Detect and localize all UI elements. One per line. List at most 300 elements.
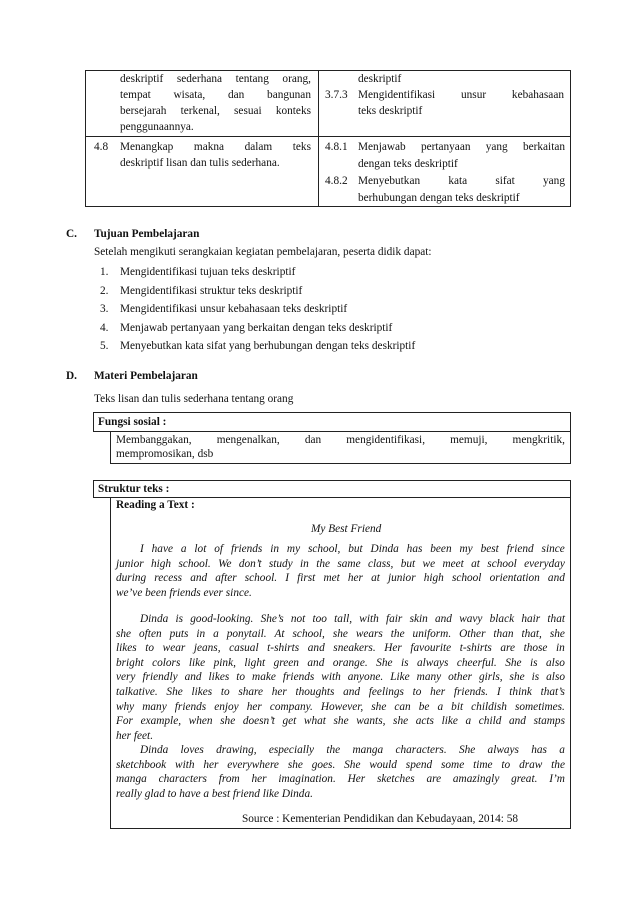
word: she <box>549 627 565 640</box>
word: the <box>390 627 405 640</box>
word: thoughts <box>295 686 335 698</box>
word: would <box>369 758 397 771</box>
word: with <box>175 758 195 771</box>
word: I <box>496 686 501 698</box>
section-d-letter: D. <box>66 370 77 382</box>
word: ponytail. <box>226 627 267 640</box>
word: Her <box>347 773 366 786</box>
word: to <box>145 642 155 655</box>
word: too <box>312 613 327 625</box>
fungsi-sosial-label: Fungsi sosial : <box>98 416 167 428</box>
word: and <box>307 656 325 669</box>
word: we’ve been friends ever since. <box>116 586 252 599</box>
word: terkenal, <box>180 105 220 117</box>
story-line <box>140 541 565 557</box>
word: many <box>416 671 442 684</box>
word: skin <box>409 613 428 625</box>
word: deskriptif <box>120 73 164 85</box>
reading-label: Reading a Text : <box>116 499 195 511</box>
word: those <box>523 642 548 655</box>
word: likes <box>208 671 230 684</box>
word: t-shirts <box>267 642 300 655</box>
word: are <box>500 642 515 655</box>
word: bright <box>116 656 144 669</box>
word: childish <box>471 700 507 713</box>
word: always <box>417 656 449 669</box>
word: meet <box>442 557 464 570</box>
word: especially <box>268 744 315 756</box>
word: that, <box>521 627 542 640</box>
word: amazingly <box>452 773 500 786</box>
word: and <box>509 715 526 728</box>
word: in <box>270 543 280 555</box>
word: sketchbook <box>116 758 167 771</box>
word: friends <box>230 543 263 555</box>
word: friend <box>506 543 534 555</box>
indicator-number: 3.7.3 <box>325 89 348 101</box>
word: like <box>441 715 458 728</box>
word: high <box>150 557 172 570</box>
kd-number: 4.8 <box>94 141 109 153</box>
word: has <box>406 543 423 555</box>
story-line <box>116 669 565 685</box>
word: and <box>547 572 565 585</box>
word: cheerful. <box>456 656 497 669</box>
word: her <box>347 572 363 585</box>
word: often <box>139 627 162 640</box>
word: always <box>487 744 519 756</box>
word: very <box>116 671 136 684</box>
word: Menangkap <box>120 141 174 153</box>
word: make <box>252 671 276 684</box>
word: she <box>371 700 387 713</box>
word: but <box>400 557 416 570</box>
word: than <box>493 627 514 640</box>
word: not <box>290 613 306 625</box>
word: She <box>458 744 476 756</box>
word: has <box>531 744 547 756</box>
word: that <box>547 613 565 625</box>
word: is <box>175 613 184 625</box>
source-citation: Source : Kementerian Pendidikan dan Kebudayaan, 2014: 58 <box>242 813 519 825</box>
word: same <box>337 557 361 570</box>
objective-item: Mengidentifikasi tujuan teks deskriptif <box>120 266 296 278</box>
word: draw <box>519 758 543 771</box>
word: kebahasaan <box>511 89 564 101</box>
word: goes. <box>311 758 336 771</box>
word: mengkritik, <box>512 434 565 446</box>
objective-number: 1. <box>100 266 109 278</box>
objective-item: Menjawab pertanyaan yang berkaitan dengan teks deskriptif <box>120 321 393 334</box>
word: a <box>437 700 444 713</box>
word: with <box>321 671 341 684</box>
word: tall, <box>334 613 353 625</box>
word: her <box>271 686 287 698</box>
word: school, <box>292 627 325 640</box>
indicator-number: 4.8.1 <box>325 141 348 153</box>
indicator-line <box>358 156 565 172</box>
word: and <box>184 671 202 684</box>
word: makna <box>193 141 225 153</box>
word: wisata, <box>173 89 206 101</box>
word: tempat <box>120 89 151 101</box>
objective-number: 3. <box>100 303 109 315</box>
word: share <box>238 686 264 698</box>
word: also <box>546 671 565 684</box>
word: school <box>487 557 517 570</box>
word: everyday <box>524 557 565 570</box>
word: She <box>505 656 522 669</box>
story-line <box>116 556 565 572</box>
kd-row2-left-line <box>120 155 311 171</box>
kd-row1-left-line <box>120 119 311 135</box>
word: t-shirts <box>459 642 492 655</box>
word: at <box>371 572 380 585</box>
word: wear <box>162 642 186 655</box>
word: Her <box>384 642 402 655</box>
word: good-looking. <box>190 613 254 625</box>
word: like <box>188 656 206 669</box>
kd-row2-left-line <box>120 139 311 155</box>
word: met <box>323 572 340 585</box>
word: after <box>215 572 237 585</box>
word: favourite <box>410 642 452 655</box>
word: been <box>430 543 452 555</box>
word: stamps <box>533 715 565 728</box>
story-line <box>116 699 565 715</box>
word: great. <box>511 773 538 786</box>
word: sifat <box>495 175 515 187</box>
objective-item: Mengidentifikasi struktur teks deskriptif <box>120 284 303 297</box>
word: best <box>480 543 499 555</box>
word: I <box>140 543 144 555</box>
story-line <box>140 611 565 627</box>
word: time <box>473 758 493 771</box>
word: Dinda <box>370 543 399 555</box>
word: since <box>541 543 565 555</box>
word: and <box>343 686 361 698</box>
word: uniform. <box>412 627 452 640</box>
word: bersejarah <box>120 105 167 117</box>
story-line <box>116 684 565 700</box>
story-line <box>140 742 565 758</box>
word: can <box>394 700 411 713</box>
word: sesuai <box>234 105 262 117</box>
word: junior <box>116 557 144 570</box>
word: is <box>400 656 409 669</box>
word: Other <box>459 627 486 640</box>
word: during <box>116 572 147 585</box>
word: dengan teks deskriptif <box>358 158 458 170</box>
word: enjoy <box>214 700 239 713</box>
word: colors <box>152 656 181 669</box>
indicator-line <box>358 139 565 155</box>
story-line <box>116 626 565 642</box>
word: berkaitan <box>522 141 565 153</box>
word: However, <box>320 700 364 713</box>
word: example, <box>140 715 182 728</box>
word: black <box>489 613 515 625</box>
word: school. <box>244 572 278 585</box>
word: wears <box>355 627 383 640</box>
word: sederhana <box>176 73 223 85</box>
word: are <box>426 773 442 786</box>
word: she <box>509 671 525 684</box>
word: in <box>556 642 565 655</box>
word: my <box>459 543 473 555</box>
word: school <box>451 572 482 585</box>
indicator-line <box>358 190 565 206</box>
word: Membanggakan, <box>116 434 192 446</box>
word: we <box>422 557 436 570</box>
kd-row1-right-continued: deskriptif <box>358 73 402 85</box>
word: characters <box>158 773 207 786</box>
word: puts <box>169 627 189 640</box>
section-c-intro: Setelah mengikuti serangkaian kegiatan pembelajaran, peserta didik dapat: <box>94 246 432 258</box>
word: the <box>551 758 565 771</box>
word: a <box>559 744 565 756</box>
word: some <box>441 758 465 771</box>
word: dan <box>304 434 322 446</box>
word: girls, <box>479 671 503 684</box>
word: tentang <box>235 73 269 85</box>
word: manga <box>116 773 147 786</box>
story-line <box>116 640 565 656</box>
word: orang, <box>282 73 311 85</box>
word: her <box>203 758 219 771</box>
word: bangunan <box>267 89 311 101</box>
objective-item: Menyebutkan kata sifat yang berhubungan dengan teks deskriptif <box>120 340 416 352</box>
word: Mengidentifikasi <box>358 89 436 101</box>
word: friends. <box>453 686 489 698</box>
word: hair <box>521 613 541 625</box>
word: is <box>530 656 538 669</box>
word: berhubungan dengan teks deskriptif <box>358 192 520 204</box>
word: teks deskriptif <box>358 105 423 117</box>
section-d-intro: Teks lisan dan tulis sederhana tentang orang <box>94 393 294 405</box>
indicator-number: 4.8.2 <box>325 175 348 187</box>
word: She <box>344 758 361 771</box>
word: sketches <box>376 773 415 786</box>
word: to <box>412 686 422 698</box>
word: junior <box>387 572 416 585</box>
word: class, <box>367 557 394 570</box>
story-line <box>116 757 565 773</box>
word: acts <box>415 715 434 728</box>
word: light <box>244 656 266 669</box>
word: Dinda <box>140 744 169 756</box>
indicator-line <box>358 173 565 189</box>
word: She <box>376 656 393 669</box>
word: get <box>282 715 297 728</box>
word: her <box>246 700 262 713</box>
word: feelings <box>368 686 404 698</box>
word: casual <box>229 642 259 655</box>
word: spend <box>405 758 433 771</box>
word: her <box>430 686 446 698</box>
word: really glad to have a best friend like Dinda. <box>116 787 313 800</box>
word: a <box>465 715 472 728</box>
word: she <box>393 715 409 728</box>
word: wavy <box>459 613 483 625</box>
word: other <box>448 671 472 684</box>
word: what <box>303 715 326 728</box>
word: deskriptif lisan dan tulis sederhana. <box>120 157 280 169</box>
story-line <box>116 570 565 586</box>
word: and <box>435 613 452 625</box>
word: of <box>214 543 224 555</box>
word: her feet. <box>116 729 154 742</box>
word: likes <box>116 642 137 655</box>
fungsi-sosial-text-2: mempromosikan, dsb <box>116 448 214 460</box>
word: wants, <box>356 715 386 728</box>
word: with <box>359 613 379 625</box>
story-line <box>116 771 565 787</box>
word: yang <box>485 141 508 153</box>
word: dan <box>227 89 245 101</box>
word: why <box>116 700 135 713</box>
word: lot <box>194 543 207 555</box>
word: manga <box>352 744 384 756</box>
word: mengidentifikasi, <box>346 434 426 446</box>
word: pink, <box>213 656 236 669</box>
word: konteks <box>275 105 311 117</box>
word: in <box>300 557 309 570</box>
story-line <box>116 713 565 729</box>
word: think <box>509 686 532 698</box>
word: orientation <box>489 572 540 585</box>
word: at <box>471 557 480 570</box>
word: unsur <box>461 89 487 101</box>
word: a <box>213 627 219 640</box>
word: be <box>418 700 430 713</box>
word: is <box>531 671 540 684</box>
word: her <box>251 773 267 786</box>
word: teks <box>292 141 311 153</box>
word: and <box>307 642 325 655</box>
word: drawing, <box>216 744 257 756</box>
word: penggunaannya. <box>120 121 194 133</box>
word: yang <box>543 175 565 187</box>
word: mengenalkan, <box>216 434 280 446</box>
word: and <box>190 572 208 585</box>
word: the <box>316 557 331 570</box>
section-d-title: Materi Pembelajaran <box>94 370 198 382</box>
story-line <box>116 786 565 802</box>
word: when <box>188 715 213 728</box>
word: everywhere <box>227 758 279 771</box>
word: company. <box>269 700 313 713</box>
word: many <box>142 700 167 713</box>
word: Like <box>390 671 410 684</box>
word: in <box>196 627 206 640</box>
word: to <box>236 671 246 684</box>
word: We <box>218 557 232 570</box>
word: friends <box>282 671 315 684</box>
word: doesn’t <box>242 715 275 728</box>
word: I’m <box>549 773 565 786</box>
word: imagination. <box>278 773 336 786</box>
word: loves <box>180 744 204 756</box>
word: school, <box>307 543 341 555</box>
word: recess <box>154 572 183 585</box>
word: but <box>348 543 363 555</box>
word: She <box>166 686 183 698</box>
struktur-teks-label: Struktur teks : <box>98 483 170 495</box>
word: dalam <box>244 141 273 153</box>
word: likes <box>191 686 213 698</box>
word: Menjawab <box>358 141 406 153</box>
word: first <box>297 572 316 585</box>
kd-row1-right-line <box>358 103 564 119</box>
word: pertanyaan <box>420 141 471 153</box>
word: also <box>546 656 565 669</box>
story-line <box>116 655 565 671</box>
word: high <box>423 572 444 585</box>
word: study <box>268 557 293 570</box>
word: characters. <box>395 744 447 756</box>
word: bit <box>451 700 464 713</box>
word: sometimes. <box>514 700 565 713</box>
word: fair <box>386 613 403 625</box>
section-c-letter: C. <box>66 228 77 240</box>
word: Dinda <box>140 613 169 625</box>
word: she <box>220 715 236 728</box>
objective-number: 5. <box>100 340 109 352</box>
objective-item: Mengidentifikasi unsur kebahasaan teks deskriptif <box>120 303 348 315</box>
word: She’s <box>260 613 284 625</box>
kd-row1-left-line <box>120 103 311 119</box>
word: friends <box>174 700 207 713</box>
word: to <box>220 686 230 698</box>
word: orange. <box>332 656 368 669</box>
word: sneakers. <box>333 642 376 655</box>
kd-row1-left-line <box>120 71 311 87</box>
word: school. <box>178 557 211 570</box>
word: For <box>116 715 133 728</box>
word: I <box>285 572 289 585</box>
story-title: My Best Friend <box>311 523 382 535</box>
word: she <box>333 715 349 728</box>
word: to <box>501 758 511 771</box>
word: jeans, <box>193 642 221 655</box>
word: don’t <box>238 557 262 570</box>
word: the <box>326 744 341 756</box>
objective-number: 4. <box>100 321 109 334</box>
kd-row1-left-line <box>120 87 311 103</box>
word: kata <box>448 175 468 187</box>
word: talkative. <box>116 686 158 698</box>
word: green <box>273 656 299 669</box>
word: she <box>332 627 348 640</box>
word: Menyebutkan <box>358 175 421 187</box>
objective-number: 2. <box>100 284 109 297</box>
word: she <box>287 758 303 771</box>
word: have <box>151 543 173 555</box>
word: child <box>478 715 502 728</box>
word: from <box>218 773 240 786</box>
word: that’s <box>540 686 565 698</box>
section-c-title: Tujuan Pembelajaran <box>94 228 200 240</box>
word: my <box>286 543 301 555</box>
word: memuji, <box>450 434 488 446</box>
word: At <box>274 627 285 640</box>
word: a <box>180 543 187 555</box>
word: anyone. <box>347 671 384 684</box>
story-line <box>116 585 565 601</box>
word: she <box>116 627 132 640</box>
word: friendly <box>142 671 178 684</box>
